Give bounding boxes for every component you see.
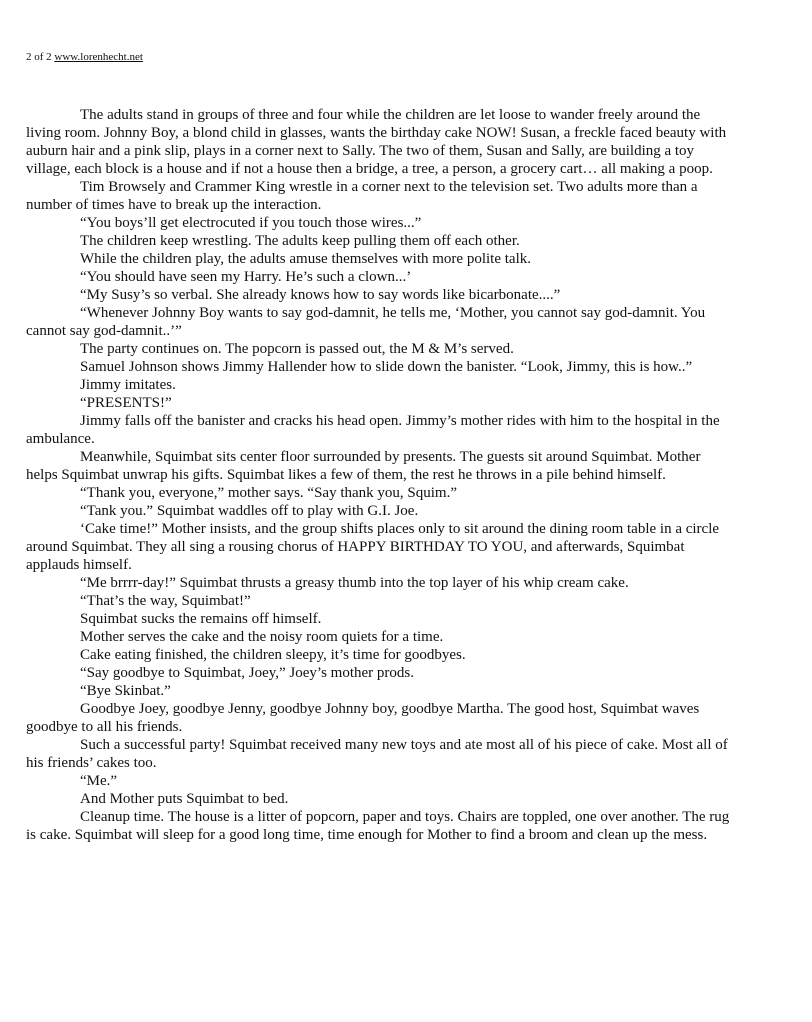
story-body <box>26 106 732 844</box>
paragraph: “Me brrrr-day!” Squimbat thrusts a greasy thumb into the top layer of his whip cream cake. <box>80 575 629 591</box>
paragraph: “Me.” <box>80 773 118 789</box>
paragraph: “You should have seen my Harry. He’s such a clown...’ <box>80 269 412 285</box>
paragraph: “Bye Skinbat.” <box>80 683 171 699</box>
paragraph: “That’s the way, Squimbat!” <box>80 593 251 609</box>
paragraph: “Whenever Johnny Boy wants to say god-damnit, he tells me, ‘Mother, you cannot say god-damnit. You cannot say god-damnit..’” <box>26 305 706 339</box>
paragraph: “Say goodbye to Squimbat, Joey,” Joey’s mother prods. <box>80 665 414 681</box>
site-link[interactable]: www.lorenhecht.net <box>54 51 143 63</box>
paragraph: “My Susy’s so verbal. She already knows how to say words like bicarbonate....” <box>80 287 561 303</box>
paragraph: Jimmy imitates. <box>80 377 176 393</box>
paragraph: Squimbat sucks the remains off himself. <box>80 611 322 627</box>
paragraph: Cake eating finished, the children sleepy, it’s time for goodbyes. <box>80 647 466 663</box>
paragraph: Mother serves the cake and the noisy room quiets for a time. <box>80 629 444 645</box>
paragraph: ‘Cake time!” Mother insists, and the group shifts places only to sit around the dining room table in a circle around Squimbat. They all sing a rousing chorus of HAPPY BIRTHDAY TO YOU, and afterwards, Squimbat applauds himself. <box>26 521 720 573</box>
paragraph: Jimmy falls off the banister and cracks his head open. Jimmy’s mother rides with him to the hospital in the ambulance. <box>26 413 720 447</box>
paragraph: The adults stand in groups of three and four while the children are let loose to wander freely around the living room. Johnny Boy, a blond child in glasses, wants the birthday cake NOW! Susan, a freckle faced beauty with auburn hair and a pink slip, plays in a corner next to Sally. The two of them, Susan and Sally, are building a toy village, each block is a house and if not a house then a bridge, a tree, a person, a grocery cart… all making a poop. <box>26 107 727 177</box>
paragraph: While the children play, the adults amuse themselves with more polite talk. <box>80 251 531 267</box>
page-number: 2 of 2 <box>26 51 52 63</box>
paragraph: Samuel Johnson shows Jimmy Hallender how to slide down the banister. “Look, Jimmy, this is how..” <box>80 359 693 375</box>
paragraph: “Tank you.” Squimbat waddles off to play with G.I. Joe. <box>80 503 419 519</box>
paragraph: Meanwhile, Squimbat sits center floor surrounded by presents. The guests sit around Squimbat. Mother helps Squimbat unwrap his gifts. Squimbat likes a few of them, the rest he throws in a pile behind himself. <box>26 449 701 483</box>
paragraph: Such a successful party! Squimbat received many new toys and ate most all of his piece of cake. Most all of his friends’ cakes too. <box>26 737 728 771</box>
paragraph: The children keep wrestling. The adults keep pulling them off each other. <box>80 233 520 249</box>
paragraph: “Thank you, everyone,” mother says. “Say thank you, Squim.” <box>80 485 457 501</box>
paragraph: Goodbye Joey, goodbye Jenny, goodbye Johnny boy, goodbye Martha. The good host, Squimbat waves goodbye to all his friends. <box>26 701 700 735</box>
paragraph: “You boys’ll get electrocuted if you touch those wires...” <box>80 215 422 231</box>
paragraph: Cleanup time. The house is a litter of popcorn, paper and toys. Chairs are toppled, one over another. The rug is cake. Squimbat will sleep for a good long time, time enough for Mother to find a broom and clean up the mess. <box>26 809 730 843</box>
paragraph: And Mother puts Squimbat to bed. <box>80 791 289 807</box>
page-header <box>26 51 143 64</box>
paragraph: Tim Browsely and Crammer King wrestle in a corner next to the television set. Two adults more than a number of times have to break up the interaction. <box>26 179 698 213</box>
paragraph: The party continues on. The popcorn is passed out, the M & M’s served. <box>80 341 514 357</box>
paragraph: “PRESENTS!” <box>80 395 172 411</box>
